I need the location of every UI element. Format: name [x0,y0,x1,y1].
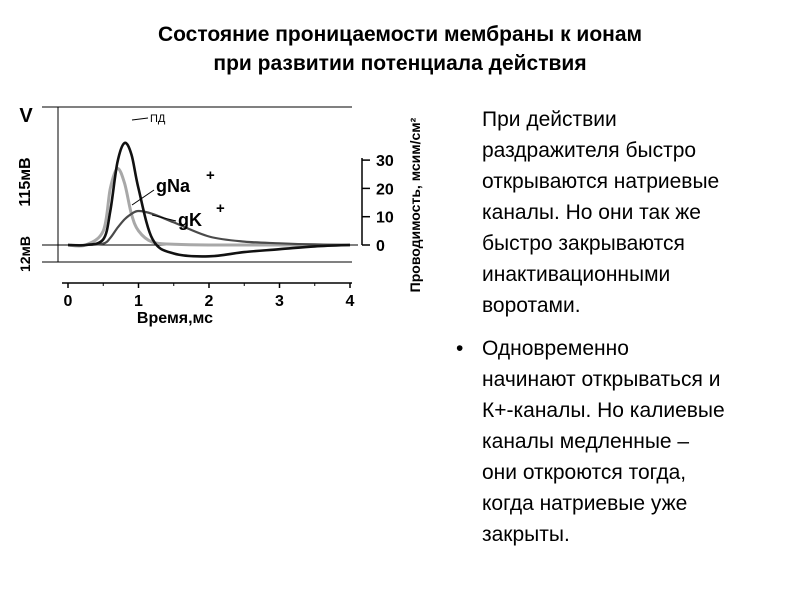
bullet-1-line-4: каналы. Но они так же [482,201,701,224]
bullet-dot-icon: • [456,337,464,360]
right-axis-title: Проводимость, мсим/см² [407,117,423,293]
title-line-2: при развитии потенциала действия [213,52,587,75]
x-tick-label: 4 [345,293,355,310]
bullet-2-line-5: они откроются тогда, [482,461,687,484]
x-tick-label: 2 [204,293,214,310]
bullet-item-2 [448,333,798,550]
bullet-2-line-4: каналы медленные – [482,430,690,453]
series-gk-label: gK [178,210,202,230]
gk-leader-line [152,215,176,221]
title-line-1: Состояние проницаемости мембраны к ионам [157,23,643,46]
x-tick-label: 1 [134,293,143,310]
x-axis-title: Время,мс [136,310,214,327]
bullet-2-line-7: закрыты. [482,523,570,546]
series-gna-superscript: + [206,167,215,184]
bullet-2-line-1: Одновременно [482,337,629,360]
series-gk-superscript: + [216,200,225,217]
x-tick-label: 0 [63,293,73,310]
right-tick-label: 0 [376,238,385,255]
right-tick-label: 10 [376,209,394,227]
series-pd-label: ПД [150,113,166,125]
bullet-list [448,104,798,550]
series-gna-label: gNa [156,176,191,196]
bullet-1-line-6: инактивационными [482,263,671,286]
bullet-1-line-3: открываются натриевые [482,170,720,193]
left-axis-v-label: V [19,105,33,127]
bullet-item-1 [448,104,798,321]
bullet-2-line-6: когда натриевые уже [482,492,688,515]
bullet-2-line-3: К+-каналы. Но калиевые [482,399,725,422]
x-tick-label: 3 [275,293,284,310]
bullet-1-line-2: раздражителя быстро [482,139,697,162]
pd-leader-line [132,118,148,120]
left-axis-12mv-label: 12мВ [17,235,33,273]
right-tick-label: 30 [376,153,394,171]
bullet-2-line-2: начинают открываться и [482,368,721,391]
bullet-1-line-5: быстро закрываются [482,232,685,255]
bullet-1-line-1: При действии [482,108,617,131]
right-tick-label: 20 [376,181,394,199]
bullet-1-line-7: воротами. [482,294,581,317]
left-axis-115mv-label: 115мВ [17,157,34,207]
